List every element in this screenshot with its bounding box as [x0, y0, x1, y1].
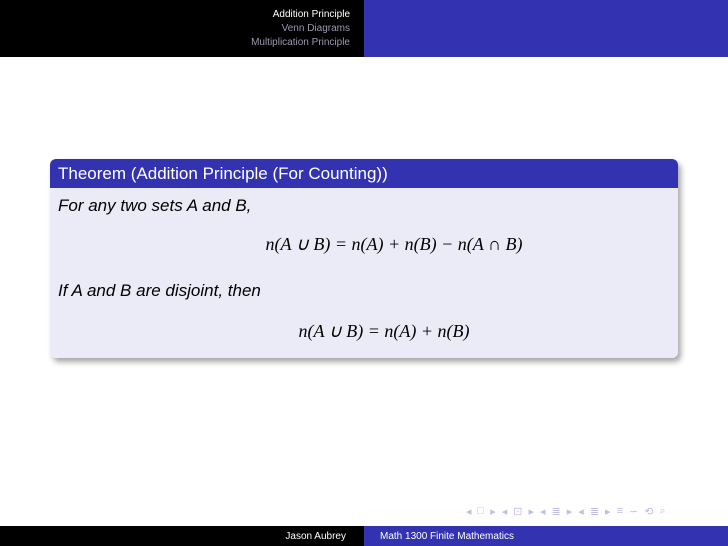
nav-next-section-icon[interactable]: ▸ [566, 506, 573, 518]
section-navigation [0, 0, 364, 57]
footer-author: Jason Aubrey [0, 526, 364, 546]
disjoint-union-equation: n(A ∪ B) = n(A) + n(B) [298, 321, 470, 341]
nav-return-icon[interactable]: ⟲ [644, 506, 654, 518]
footline-bar [0, 526, 728, 546]
theorem-disjoint-text: If A and B are disjoint, then [58, 281, 261, 300]
theorem-intro-text: For any two sets A and B, [58, 196, 252, 215]
nav-back-icon[interactable]: ∽ [628, 506, 639, 518]
footer-course-title: Math 1300 Finite Mathematics [364, 526, 728, 546]
nav-document-icon[interactable]: ≡ [616, 505, 623, 517]
section-link-addition-principle[interactable]: Addition Principle [272, 8, 350, 20]
inclusion-exclusion-equation: n(A ∪ B) = n(A) + n(B) − n(A ∩ B) [265, 234, 523, 254]
beamer-navigation-controls [466, 505, 666, 518]
section-link-venn-diagrams[interactable]: Venn Diagrams [281, 22, 350, 34]
nav-frame-icon[interactable]: □ [477, 505, 485, 517]
nav-prev-frame-icon[interactable]: ◂ [466, 506, 472, 518]
theorem-title: Theorem (Addition Principle (For Counting)) [50, 159, 678, 188]
nav-search-icon[interactable]: ⌕ [659, 505, 666, 517]
nav-next-part-icon[interactable]: ▸ [605, 506, 611, 518]
theorem-body [50, 188, 678, 358]
nav-subsection-icon[interactable]: ⊡ [513, 506, 523, 518]
nav-prev-part-icon[interactable]: ◂ [578, 506, 584, 518]
theorem-block [50, 159, 678, 358]
nav-next-subsection-icon[interactable]: ▸ [528, 506, 534, 518]
nav-section-icon[interactable]: ≣ [551, 506, 561, 518]
section-link-multiplication-principle[interactable]: Multiplication Principle [251, 36, 350, 48]
nav-prev-section-icon[interactable]: ◂ [540, 506, 546, 518]
nav-part-icon[interactable]: ≣ [589, 506, 600, 518]
nav-prev-subsection-icon[interactable]: ◂ [501, 506, 508, 518]
nav-next-frame-icon[interactable]: ▸ [490, 506, 496, 518]
headline-bar [0, 0, 728, 57]
headline-accent [364, 0, 728, 57]
